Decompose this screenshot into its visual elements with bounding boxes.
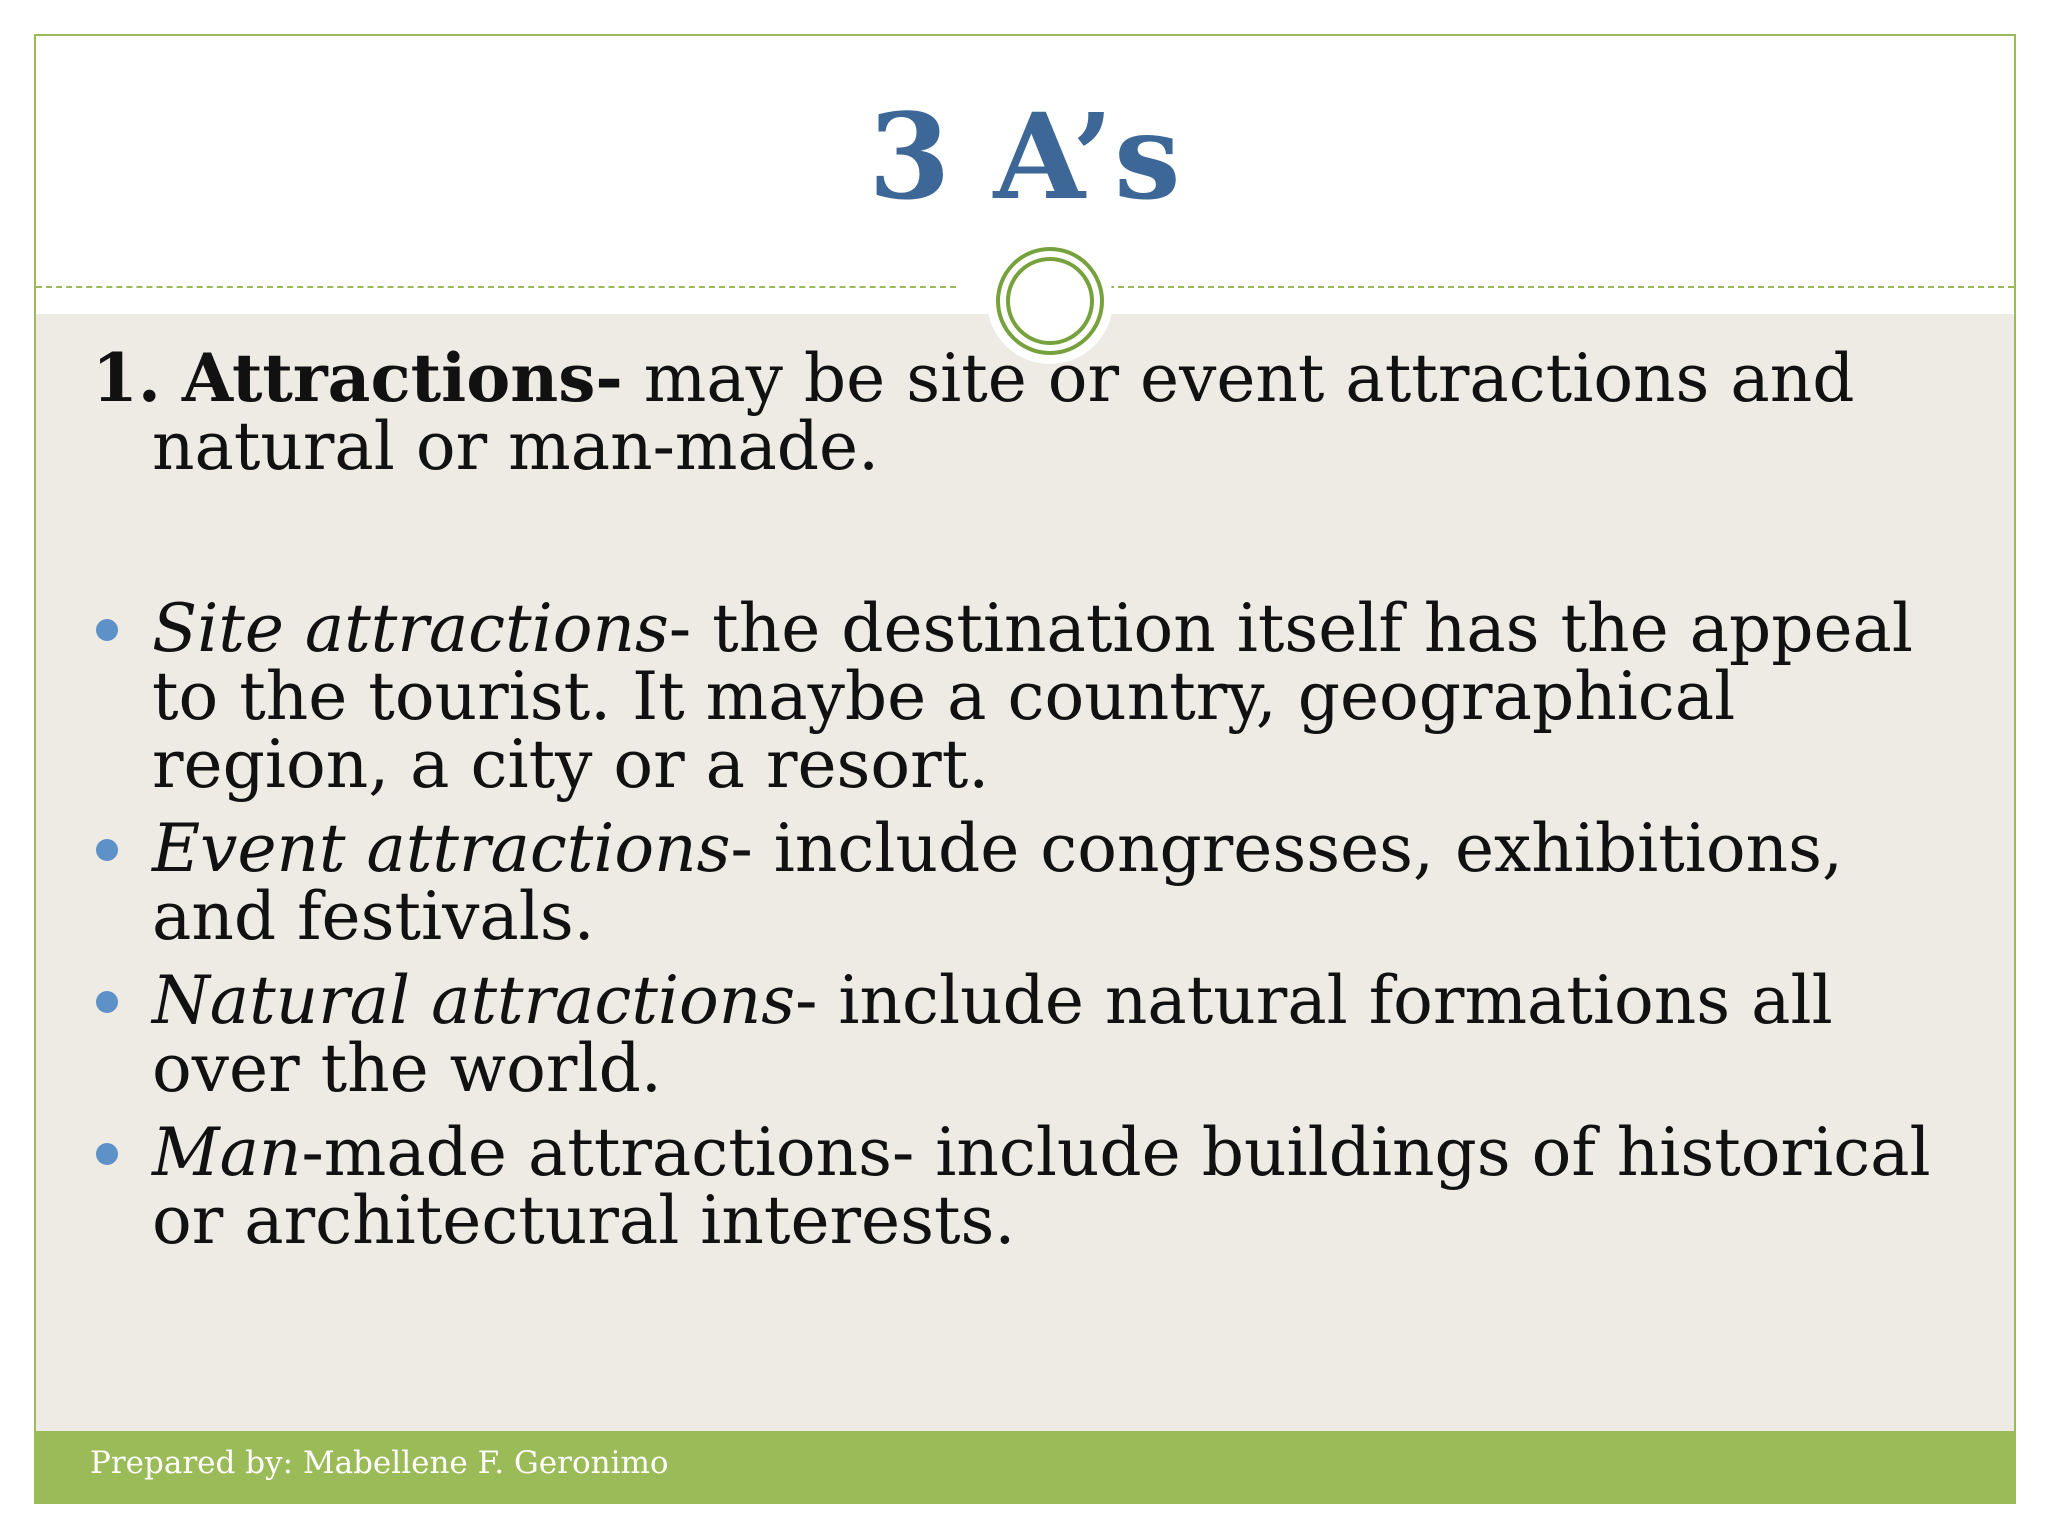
bullet-dot-icon <box>96 1143 118 1165</box>
slide-body <box>92 339 1972 1271</box>
bullet-dot-icon <box>96 991 118 1013</box>
intro-text: may be site or event attractions and natural or man-made. <box>152 340 1855 485</box>
bullet-dot-icon <box>96 839 118 861</box>
bullet-term: Site attractions <box>152 590 669 667</box>
slide-title: 3 A’s <box>868 87 1182 226</box>
bullet-text: - the destination itself has the appeal to the tourist. It maybe a country, geographical region, a city or a resort. <box>152 590 1913 803</box>
bullet-item-event <box>92 810 1972 955</box>
footer-credit: Prepared by: Mabellene F. Geronimo <box>90 1445 669 1481</box>
bullet-item-man-made <box>92 1114 1972 1259</box>
intro-term: Attractions- <box>181 339 623 417</box>
bullet-text: - include congresses, exhibitions, and festivals. <box>152 810 1843 955</box>
slide <box>34 34 2016 1504</box>
footer-band <box>36 1431 2014 1502</box>
bullet-term: Event attractions <box>152 810 731 887</box>
bullet-dot-icon <box>96 619 118 641</box>
bullet-item-site <box>92 590 1972 803</box>
bullet-text: - include natural formations all over the world. <box>152 962 1833 1107</box>
bullet-term: Man <box>152 1114 302 1191</box>
intro-number: 1. <box>92 339 161 417</box>
circle-ornament-icon <box>996 247 1104 355</box>
title-divider-right <box>1098 286 2014 288</box>
bullet-term: Natural attractions <box>152 962 796 1039</box>
intro-paragraph <box>92 339 1972 485</box>
bullet-text: -made attractions- include buildings of historical or architectural interests. <box>152 1114 1931 1259</box>
bullet-item-natural <box>92 962 1972 1107</box>
title-divider-left <box>36 286 956 288</box>
